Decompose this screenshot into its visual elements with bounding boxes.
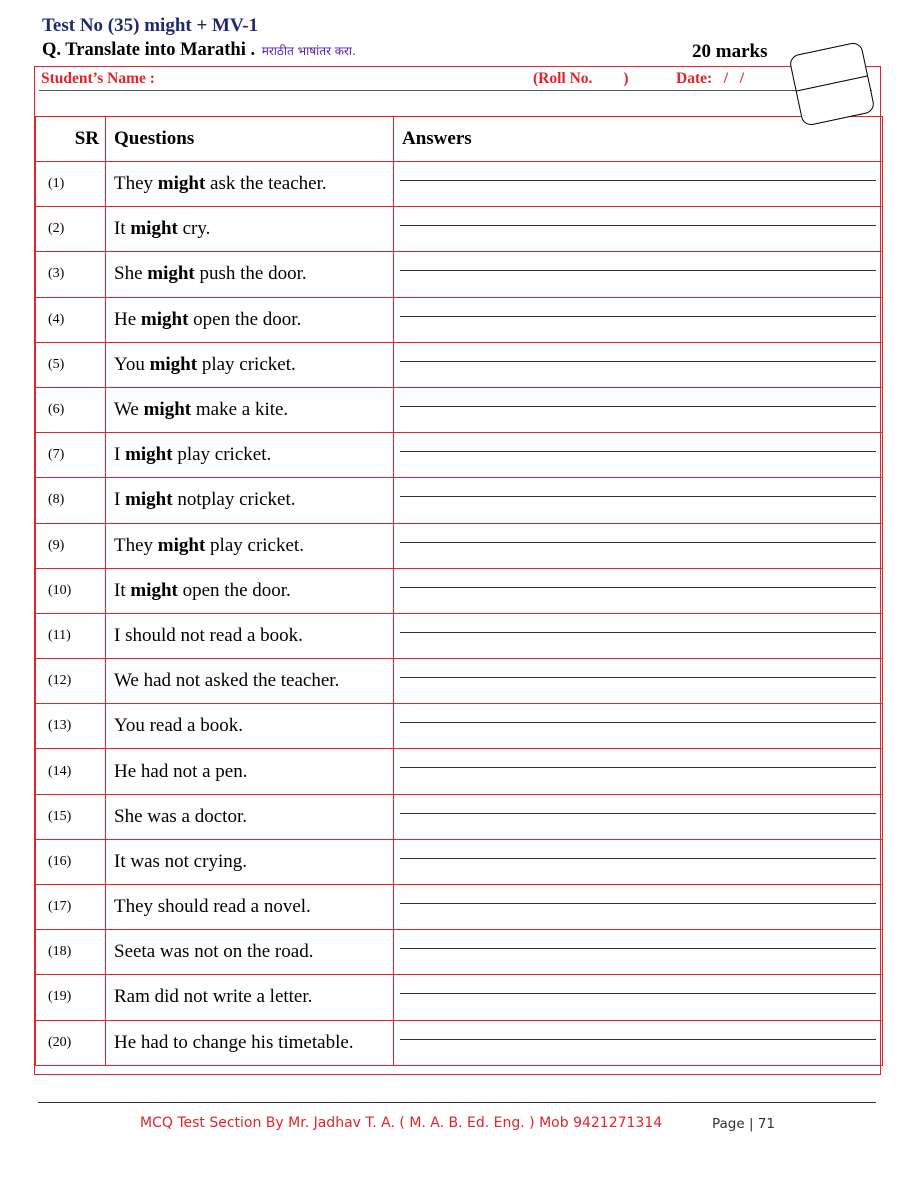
question-text — [106, 930, 394, 975]
question-text — [106, 433, 394, 478]
answer-line[interactable] — [400, 270, 876, 271]
answer-cell[interactable] — [394, 839, 883, 884]
total-marks: 20 marks — [692, 41, 768, 62]
question-modal-verb: might — [157, 173, 206, 195]
question-modal-verb: might — [143, 399, 192, 421]
question-part: They — [114, 534, 158, 556]
student-name-line[interactable] — [39, 90, 872, 91]
table-row — [36, 975, 883, 1020]
row-number: (13) — [36, 704, 106, 749]
row-number: (9) — [36, 523, 106, 568]
row-number: (16) — [36, 839, 106, 884]
question-part: You — [114, 353, 150, 375]
score-box-divider — [797, 76, 868, 92]
question-text — [106, 342, 394, 387]
header-sr: SR — [36, 117, 106, 162]
row-number: (14) — [36, 749, 106, 794]
question-modal-verb: might — [140, 308, 189, 330]
answer-cell[interactable] — [394, 207, 883, 252]
answer-line[interactable] — [400, 406, 876, 407]
row-number: (12) — [36, 659, 106, 704]
question-modal-verb: might — [125, 444, 173, 466]
question-part: cry. — [177, 218, 211, 240]
answer-line[interactable] — [400, 316, 876, 317]
row-number: (19) — [36, 975, 106, 1020]
question-text — [106, 162, 394, 207]
questions-body — [36, 162, 883, 1066]
question-part: He — [114, 308, 141, 330]
table-row — [36, 433, 883, 478]
question-part: play cricket. — [172, 444, 272, 466]
answer-cell[interactable] — [394, 252, 883, 297]
row-number: (6) — [36, 387, 106, 432]
question-part: We — [114, 399, 144, 421]
question-part: She was a doctor. — [114, 805, 247, 827]
question-text — [106, 659, 394, 704]
question-part: make a kite. — [191, 399, 289, 421]
row-number: (5) — [36, 342, 106, 387]
answer-cell[interactable] — [394, 794, 883, 839]
question-text — [106, 794, 394, 839]
answer-cell[interactable] — [394, 659, 883, 704]
roll-number-label: (Roll No. ) — [533, 70, 629, 87]
answer-line[interactable] — [400, 180, 876, 181]
question-part: push the door. — [194, 263, 307, 285]
question-part: I — [114, 489, 126, 511]
answer-line[interactable] — [400, 542, 876, 543]
answer-sheet — [34, 66, 881, 1075]
question-part: They — [114, 173, 158, 195]
question-part: open the door. — [177, 579, 291, 601]
student-info-row — [35, 67, 880, 117]
question-part: She — [114, 263, 148, 285]
answer-line[interactable] — [400, 496, 876, 497]
answer-line[interactable] — [400, 722, 876, 723]
questions-table — [35, 116, 883, 1066]
question-part: Seeta was not on the road. — [114, 941, 314, 963]
question-part: notplay cricket. — [172, 489, 296, 511]
table-row — [36, 839, 883, 884]
answer-line[interactable] — [400, 587, 876, 588]
row-number: (3) — [36, 252, 106, 297]
instruction-marathi: मराठीत भाषांतर करा. — [261, 44, 356, 58]
answer-cell[interactable] — [394, 342, 883, 387]
question-text — [106, 975, 394, 1020]
table-row — [36, 162, 883, 207]
table-row — [36, 885, 883, 930]
answer-line[interactable] — [400, 813, 876, 814]
question-modal-verb: might — [149, 353, 198, 375]
answer-cell[interactable] — [394, 749, 883, 794]
row-number: (15) — [36, 794, 106, 839]
table-row — [36, 613, 883, 658]
question-part: They should read a novel. — [114, 896, 311, 918]
table-row — [36, 659, 883, 704]
student-name-label: Student’s Name : — [41, 70, 155, 87]
question-part: I should not read a book. — [114, 624, 303, 646]
answer-line[interactable] — [400, 903, 876, 904]
answer-cell[interactable] — [394, 478, 883, 523]
row-number: (8) — [36, 478, 106, 523]
question-modal-verb: might — [157, 534, 206, 556]
question-text — [106, 207, 394, 252]
question-modal-verb: might — [130, 218, 178, 240]
answer-line[interactable] — [400, 948, 876, 949]
question-part: It — [114, 218, 131, 240]
question-part: It — [114, 579, 131, 601]
answer-line[interactable] — [400, 858, 876, 859]
instruction — [42, 40, 356, 61]
question-modal-verb: might — [147, 263, 195, 285]
question-part: You read a book. — [114, 715, 243, 737]
row-number: (17) — [36, 885, 106, 930]
date-label: Date: / / — [676, 70, 745, 87]
row-number: (1) — [36, 162, 106, 207]
header-questions: Questions — [106, 117, 394, 162]
footer-credit: MCQ Test Section By Mr. Jadhav T. A. ( M. A. B. Ed. Eng. ) Mob 9421271314 — [140, 1115, 663, 1131]
answer-cell[interactable] — [394, 433, 883, 478]
answer-line[interactable] — [400, 451, 876, 452]
row-number: (2) — [36, 207, 106, 252]
table-row — [36, 704, 883, 749]
row-number: (18) — [36, 930, 106, 975]
table-row — [36, 1020, 883, 1065]
table-header-row — [36, 117, 883, 162]
question-part: I — [114, 444, 126, 466]
table-row — [36, 478, 883, 523]
answer-line[interactable] — [400, 993, 876, 994]
question-text — [106, 749, 394, 794]
table-row — [36, 252, 883, 297]
table-row — [36, 568, 883, 613]
table-row — [36, 297, 883, 342]
question-part: He had not a pen. — [114, 760, 248, 782]
question-part: open the door. — [188, 308, 302, 330]
question-modal-verb: might — [125, 489, 173, 511]
question-text — [106, 704, 394, 749]
row-number: (11) — [36, 613, 106, 658]
answer-cell[interactable] — [394, 704, 883, 749]
table-row — [36, 930, 883, 975]
row-number: (10) — [36, 568, 106, 613]
question-part: ask the teacher. — [205, 173, 327, 195]
answer-line[interactable] — [400, 361, 876, 362]
question-part: play cricket. — [197, 353, 296, 375]
question-text — [106, 568, 394, 613]
page-number: Page | 71 — [712, 1116, 775, 1132]
row-number: (7) — [36, 433, 106, 478]
answer-cell[interactable] — [394, 568, 883, 613]
table-row — [36, 342, 883, 387]
table-row — [36, 387, 883, 432]
row-number: (20) — [36, 1020, 106, 1065]
answer-cell[interactable] — [394, 297, 883, 342]
answer-cell[interactable] — [394, 885, 883, 930]
question-text — [106, 1020, 394, 1065]
question-text — [106, 885, 394, 930]
table-row — [36, 207, 883, 252]
table-row — [36, 794, 883, 839]
table-row — [36, 749, 883, 794]
question-text — [106, 478, 394, 523]
question-modal-verb: might — [130, 579, 178, 601]
question-text — [106, 523, 394, 568]
question-part: It was not crying. — [114, 850, 247, 872]
score-box — [788, 41, 875, 127]
question-text — [106, 613, 394, 658]
answer-line[interactable] — [400, 1039, 876, 1040]
answer-cell[interactable] — [394, 387, 883, 432]
question-text — [106, 252, 394, 297]
answer-line[interactable] — [400, 767, 876, 768]
answer-cell[interactable] — [394, 523, 883, 568]
answer-cell[interactable] — [394, 613, 883, 658]
question-part: We had not asked the teacher. — [114, 670, 340, 692]
answer-cell[interactable] — [394, 975, 883, 1020]
row-number: (4) — [36, 297, 106, 342]
answer-line[interactable] — [400, 632, 876, 633]
instruction-english: Q. Translate into Marathi . — [42, 40, 256, 60]
table-row — [36, 523, 883, 568]
answer-line[interactable] — [400, 677, 876, 678]
answer-cell[interactable] — [394, 1020, 883, 1065]
question-text — [106, 297, 394, 342]
question-part: Ram did not write a letter. — [114, 986, 313, 1008]
answer-cell[interactable] — [394, 162, 883, 207]
header-answers: Answers — [394, 117, 883, 162]
question-part: He had to change his timetable. — [114, 1031, 354, 1053]
answer-cell[interactable] — [394, 930, 883, 975]
question-text — [106, 839, 394, 884]
question-part: play cricket. — [205, 534, 304, 556]
footer-rule — [38, 1102, 876, 1103]
question-text — [106, 387, 394, 432]
answer-line[interactable] — [400, 225, 876, 226]
test-title: Test No (35) might + MV-1 — [42, 15, 259, 36]
